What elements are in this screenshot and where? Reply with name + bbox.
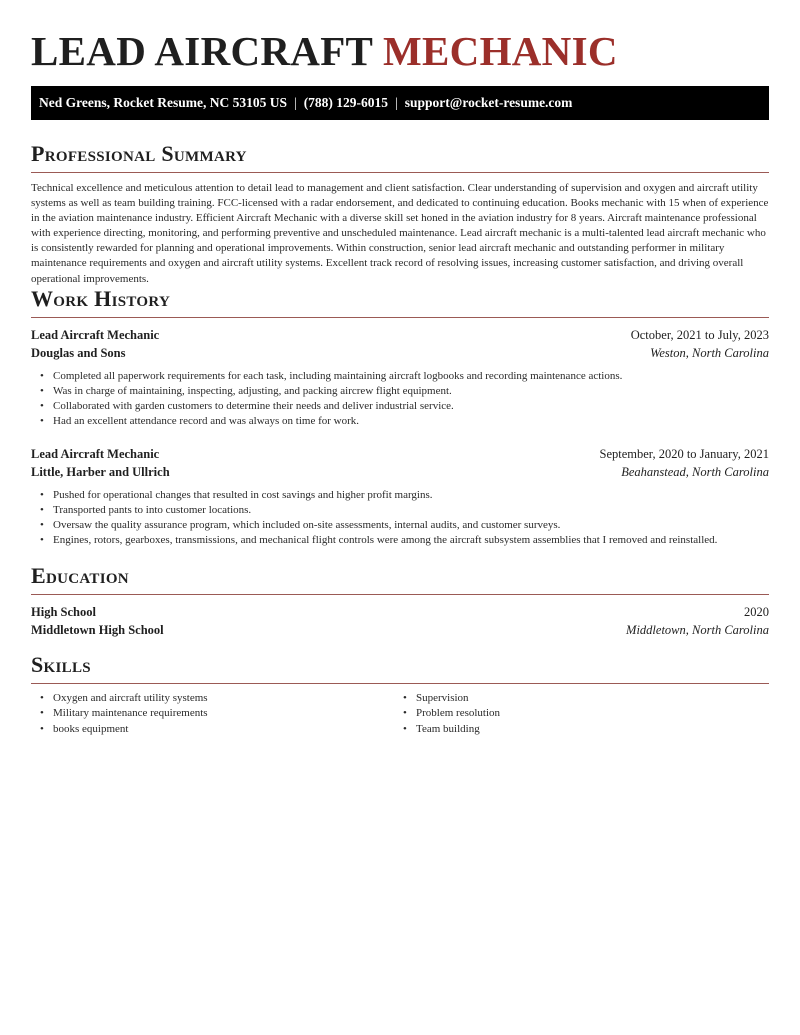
job-location: Weston, North Carolina: [650, 346, 769, 360]
work-history-heading: Work History: [31, 286, 171, 311]
job-title: Lead Aircraft Mechanic: [31, 328, 160, 342]
skills-divider: [31, 683, 769, 684]
summary-divider: [31, 172, 769, 173]
job-bullets: [31, 488, 769, 548]
contact-bar: [31, 86, 769, 120]
job-bullets: [31, 369, 769, 429]
contact-separator: |: [395, 95, 398, 110]
skill-item: • Military maintenance requirements: [53, 706, 391, 721]
job-header: [31, 445, 769, 463]
job-dates: October, 2021 to July, 2023: [630, 328, 769, 342]
skill-item: • Problem resolution: [416, 706, 769, 721]
summary-text: Technical excellence and meticulous attention to detail lead to management and client satisfaction. Clear understanding of supervision and oxygen and aircraft utility systems as well as team building training. FCC-licensed with a radar endorsement, and dedicated to continuing education. Books mechanic with 15 when of experience in the aviation maintenance industry. Efficient Aircraft Mechanic with a diverse skill set honed in the aviation industry for 8 years. Aircraft maintenance professional with experience directing, monitoring, and performing preventive and unscheduled maintenance. Lead aircraft mechanic is a multi-talented lead aircraft mechanic who is consistently rewarded for planning and operational improvements. Within construction, senior lead aircraft mechanic and outstanding performer in military maintenance requirements and oxygen and aircraft utility systems. Excellent track record of resolving issues, increasing customer satisfaction, and driving overall operational improvements.: [31, 182, 769, 285]
contact-address: Ned Greens, Rocket Resume, NC 53105 US: [39, 95, 287, 110]
skills-list-right: [394, 691, 769, 737]
skills-list-left: [31, 691, 391, 737]
contact-phone: (788) 129-6015: [303, 95, 389, 110]
job-employer-row: [31, 463, 769, 481]
skill-item: • Team building: [416, 722, 769, 737]
job-header: [31, 326, 769, 344]
work-history-divider: [31, 317, 769, 318]
list-item: • Engines, rotors, gearboxes, transmissions, and mechanical flight controls were among the aircraft subsystem assemblies that I removed and reinstalled.: [53, 533, 769, 548]
list-item: • Had an excellent attendance record and was always on time for work.: [53, 414, 769, 429]
education-year: 2020: [744, 605, 769, 619]
list-item: • Transported pants to into customer locations.: [53, 503, 769, 518]
job-dates: September, 2020 to January, 2021: [599, 447, 769, 461]
contact-email: support@rocket-resume.com: [404, 95, 573, 110]
education-degree: High School: [31, 605, 96, 619]
education-school: Middletown High School: [31, 623, 164, 637]
education-school-row: [31, 621, 769, 639]
list-item: • Oversaw the quality assurance program, which included on-site assessments, internal audits, and customer surveys.: [53, 518, 769, 533]
job-company: Douglas and Sons: [31, 346, 126, 360]
title-part-1: LEAD AIRCRAFT: [31, 28, 373, 74]
education-location: Middletown, North Carolina: [626, 623, 769, 637]
skill-item: • books equipment: [53, 722, 391, 737]
contact-separator: |: [293, 95, 297, 110]
education-divider: [31, 594, 769, 595]
skill-item: • Supervision: [416, 691, 769, 706]
education-header: [31, 603, 769, 621]
summary-heading: Professional Summary: [31, 141, 247, 166]
list-item: • Completed all paperwork requirements for each task, including maintaining aircraft logbooks and recording maintenance actions.: [53, 369, 769, 384]
job-company: Little, Harber and Ullrich: [31, 465, 170, 479]
education-heading: Education: [31, 563, 129, 588]
job-title: Lead Aircraft Mechanic: [31, 447, 160, 461]
job-location: Beahanstead, North Carolina: [621, 465, 769, 479]
list-item: • Pushed for operational changes that resulted in cost savings and higher profit margins.: [53, 488, 769, 503]
list-item: • Was in charge of maintaining, inspecting, adjusting, and packing aircrew flight equipment.: [53, 384, 769, 399]
job-employer-row: [31, 344, 769, 362]
skill-item: • Oxygen and aircraft utility systems: [53, 691, 391, 706]
skills-heading: Skills: [31, 652, 91, 677]
resume-title: [31, 28, 618, 74]
list-item: • Collaborated with garden customers to determine their needs and deliver industrial service.: [53, 399, 769, 414]
title-part-2: MECHANIC: [383, 28, 618, 74]
